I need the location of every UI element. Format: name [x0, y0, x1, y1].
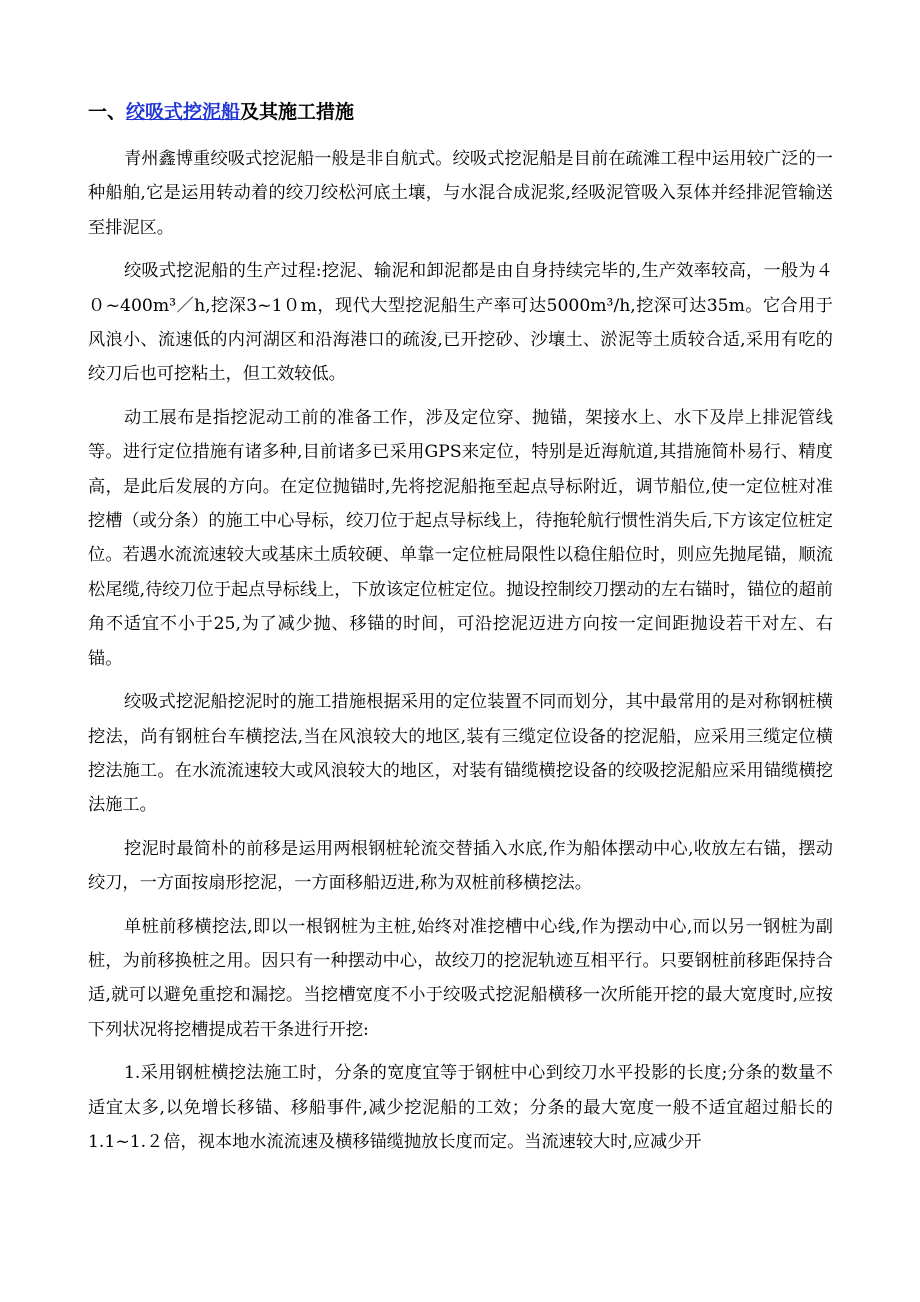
body-text — [88, 142, 833, 1168]
paragraph-2: 绞吸式挖泥船的生产过程:挖泥、输泥和卸泥都是由自身持续完毕的,生产效率较高，一般为４０~400m³／h,挖深3~1０m，现代大型挖泥船生产率可达5000m³/h,挖深可达35m。它合用于风浪小、流速低的内河湖区和沿海港口的疏浚,已开挖砂、沙壤土、淤泥等土质较合适,采用有吃的绞刀后也可挖粘土，但工效较低。 — [88, 261, 833, 385]
paragraph-7: 1.采用钢桩横挖法施工时，分条的宽度宜等于钢桩中心到绞刀水平投影的长度;分条的数量不适宜太多,以免增长移锚、移船事件,减少挖泥船的工效；分条的最大宽度一般不适宜超过船长的1.1~1.２倍，视本地水流流速及横移锚缆抛放长度而定。当流速较大时,应减少开 — [88, 1063, 833, 1152]
paragraph-5: 挖泥时最简朴的前移是运用两根钢桩轮流交替插入水底,作为船体摆动中心,收放左右锚，摆动绞刀，一方面按扇形挖泥，一方面移船迈进,称为双桩前移横挖法。 — [88, 838, 833, 894]
paragraph-3: 动工展布是指挖泥动工前的准备工作，涉及定位穿、抛锚，架接水上、水下及岸上排泥管线等。进行定位措施有诸多种,目前诸多已采用GPS来定位，特别是近海航道,其措施简朴易行、精度高，是此后发展的方向。在定位抛锚时,先将挖泥船拖至起点导标附近，调节船位,使一定位桩对准挖槽（或分条）的施工中心导标，绞刀位于起点导标线上，待拖轮航行惯性消失后,下方该定位桩定位。若遇水流流速较大或基床土质较硬、单靠一定位桩局限性以稳住船位时，则应先抛尾锚，顺流松尾缆,待绞刀位于起点导标线上，下放该定位桩定位。抛设控制绞刀摆动的左右锚时，锚位的超前角不适宜不小于25,为了减少抛、移锚的时间，可沿挖泥迈进方向按一定间距抛设若干对左、右锚。 — [88, 407, 833, 669]
section-heading — [88, 97, 848, 127]
heading-title-suffix: 及其施工措施 — [240, 101, 355, 123]
paragraph-6: 单桩前移横挖法,即以一根钢桩为主桩,始终对准挖槽中心线,作为摆动中心,而以另一钢桩为副桩，为前移换桩之用。因只有一种摆动中心，故绞刀的挖泥轨迹互相平行。只要钢桩前移距保持合适,就可以避免重挖和漏挖。当挖槽宽度不小于绞吸式挖泥船横移一次所能开挖的最大宽度时,应按下列状况将挖槽提成若干条进行开挖: — [88, 916, 833, 1040]
paragraph-1: 青州鑫博重绞吸式挖泥船一般是非自航式。绞吸式挖泥船是目前在疏滩工程中运用较广泛的一种船舶,它是运用转动着的绞刀绞松河底土壤，与水混合成泥浆,经吸泥管吸入泵体并经排泥管输送至排泥区。 — [88, 149, 833, 238]
heading-number: 一、 — [88, 101, 127, 123]
paragraph-4: 绞吸式挖泥船挖泥时的施工措施根据采用的定位装置不同而划分，其中最常用的是对称钢桩横挖法，尚有钢桩台车横挖法,当在风浪较大的地区,装有三缆定位设备的挖泥船，应采用三缆定位横挖法施工。在水流流速较大或风浪较大的地区，对装有锚缆横挖设备的绞吸挖泥船应采用锚缆横挖法施工。 — [88, 692, 833, 816]
heading-link[interactable]: 绞吸式挖泥船 — [126, 101, 241, 123]
